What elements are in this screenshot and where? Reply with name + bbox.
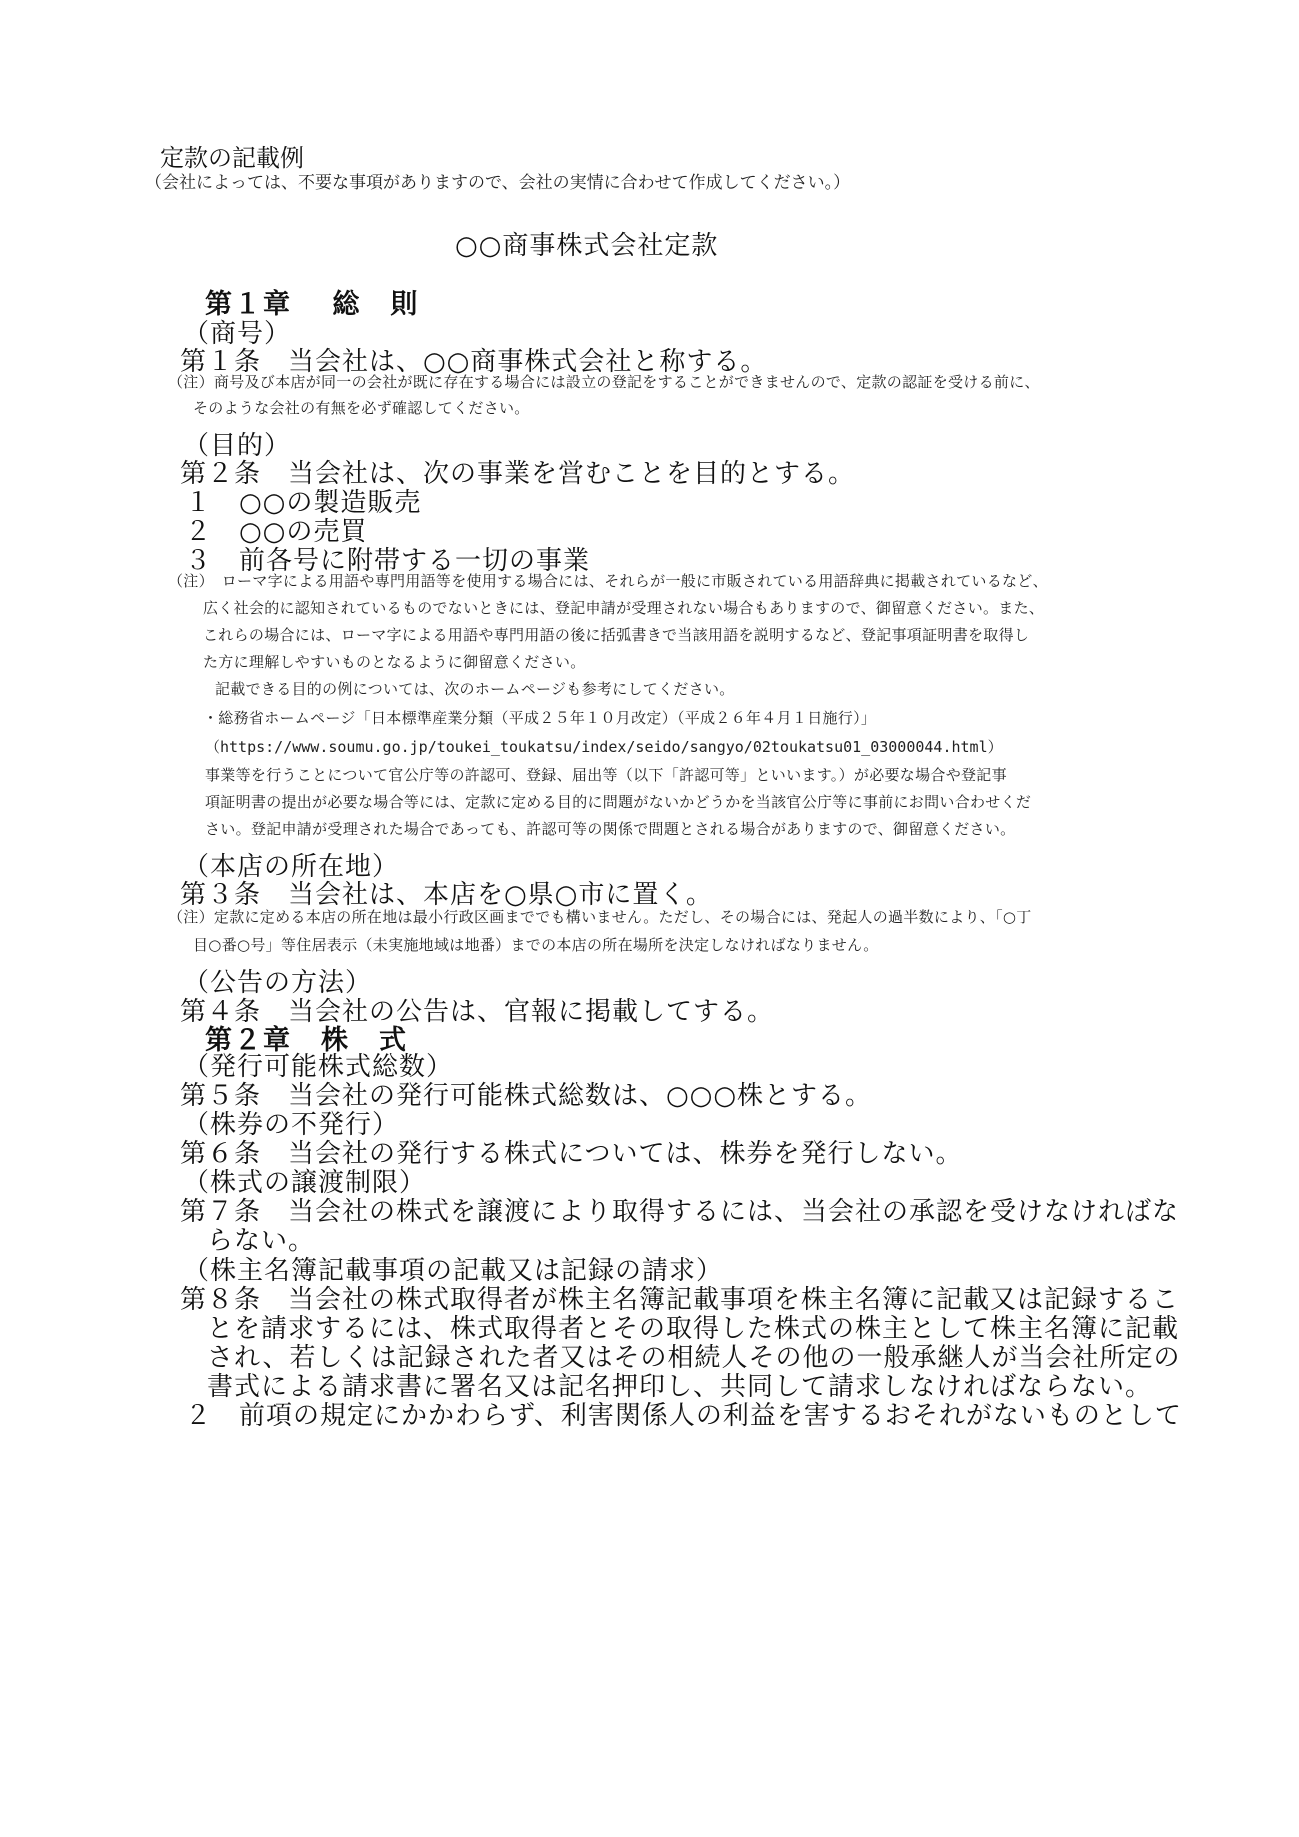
article-2-caption: （目的） — [183, 431, 292, 461]
note-2-line-10: さい。登記申請が受理された場合であっても、許認可等の関係で問題とされる場合がありますので、御留意ください。 — [205, 820, 1016, 838]
note-2-line-8: 事業等を行うことについて官公庁等の許認可、登録、届出等（以下「許認可等」といいます。）が必要な場合や登記事 — [205, 766, 1007, 784]
note-2-line-2: 広く社会的に認知されているものでないときには、登記申請が受理されない場合もありますので、御留意ください。また、 — [203, 599, 1045, 617]
note-2-line-9: 項証明書の提出が必要な場合等には、定款に定める目的に問題がないかどうかを当該官公庁等に事前にお問い合わせくだ — [205, 793, 1032, 811]
article-5-caption: （発行可能株式総数） — [183, 1052, 454, 1082]
article-3-caption: （本店の所在地） — [183, 852, 400, 882]
article-2-item-2: ２ ○○の売買 — [185, 517, 368, 547]
article-2-item-3: ３ 前各号に附帯する一切の事業 — [185, 546, 591, 576]
article-6-text: 第６条 当会社の発行する株式については、株券を発行しない。 — [180, 1139, 963, 1169]
note-2-url: （https://www.soumu.go.jp/toukei_toukatsu/index/seido/sangyo/02toukatsu01_03000044.html） — [205, 738, 1003, 756]
doc-label: 定款の記載例 — [160, 144, 304, 172]
note-2-line-5: 記載できる目的の例については、次のホームページも参考にしてください。 — [215, 680, 735, 698]
note-1-line-2: そのような会社の有無を必ず確認してください。 — [193, 399, 530, 417]
note-2-line-4: た方に理解しやすいものとなるように御留意ください。 — [203, 653, 586, 671]
article-1-caption: （商号） — [183, 319, 292, 349]
note-3-line-1: （注）定款に定める本店の所在地は最小行政区画まででも構いません。ただし、その場合には、発起人の過半数により、「○丁 — [168, 908, 1032, 926]
chapter-1-heading: 第１章 総 則 — [205, 289, 420, 320]
article-4-caption: （公告の方法） — [183, 968, 373, 998]
note-2-line-3: これらの場合には、ローマ字による用語や専門用語の後に括弧書きで当該用語を説明するなど、登記事項証明書を取得し — [203, 626, 1030, 644]
note-1-line-1: （注）商号及び本店が同一の会社が既に存在する場合には設立の登記をすることができませんので、定款の認証を受ける前に、 — [168, 373, 1040, 391]
article-8-line-2: とを請求するには、株式取得者とその取得した株式の株主として株主名簿に記載 — [207, 1314, 1180, 1344]
article-4-text: 第４条 当会社の公告は、官報に掲載してする。 — [180, 997, 775, 1027]
article-3-text: 第３条 当会社は、本店を○県○市に置く。 — [180, 880, 713, 910]
doc-subnote: （会社によっては、不要な事項がありますので、会社の実情に合わせて作成してください。） — [145, 173, 851, 193]
article-7-line-2: らない。 — [207, 1226, 316, 1256]
note-3-line-2: 目○番○号」等住居表示（未実施地域は地番）までの本店の所在場所を決定しなければなりません。 — [193, 936, 879, 954]
doc-title: ○○商事株式会社定款 — [455, 231, 719, 261]
article-6-caption: （株券の不発行） — [183, 1110, 400, 1140]
article-8-line-3: され、若しくは記録された者又はその相続人その他の一般承継人が当会社所定の — [207, 1343, 1181, 1373]
article-8-line-4: 書式による請求書に署名又は記名押印し、共同して請求しなければならない。 — [207, 1372, 1153, 1402]
article-8-caption: （株主名簿記載事項の記載又は記録の請求） — [183, 1256, 724, 1286]
article-8-paragraph-2: ２ 前項の規定にかかわらず、利害関係人の利益を害するおそれがないものとして — [185, 1401, 1182, 1431]
article-2-item-1: １ ○○の製造販売 — [185, 488, 422, 518]
article-7-caption: （株式の譲渡制限） — [183, 1168, 427, 1198]
article-8-line-1: 第８条 当会社の株式取得者が株主名簿記載事項を株主名簿に記載又は記録するこ — [180, 1285, 1180, 1315]
chapter-2-heading: 第２章 株 式 — [205, 1025, 408, 1056]
article-7-line-1: 第７条 当会社の株式を譲渡により取得するには、当会社の承認を受けなければな — [180, 1197, 1180, 1227]
article-1-text: 第１条 当会社は、○○商事株式会社と称する。 — [180, 347, 768, 377]
note-2-line-1: （注） ローマ字による用語や専門用語等を使用する場合には、それらが一般に市販されている用語辞典に掲載されているなど、 — [168, 572, 1048, 590]
article-2-text: 第２条 当会社は、次の事業を営むことを目的とする。 — [180, 459, 856, 489]
article-5-text: 第５条 当会社の発行可能株式総数は、○○○株とする。 — [180, 1081, 873, 1111]
note-2-line-6: ・総務省ホームページ「日本標準産業分類（平成２５年１０月改定）（平成２６年４月１日施行）」 — [203, 709, 877, 727]
